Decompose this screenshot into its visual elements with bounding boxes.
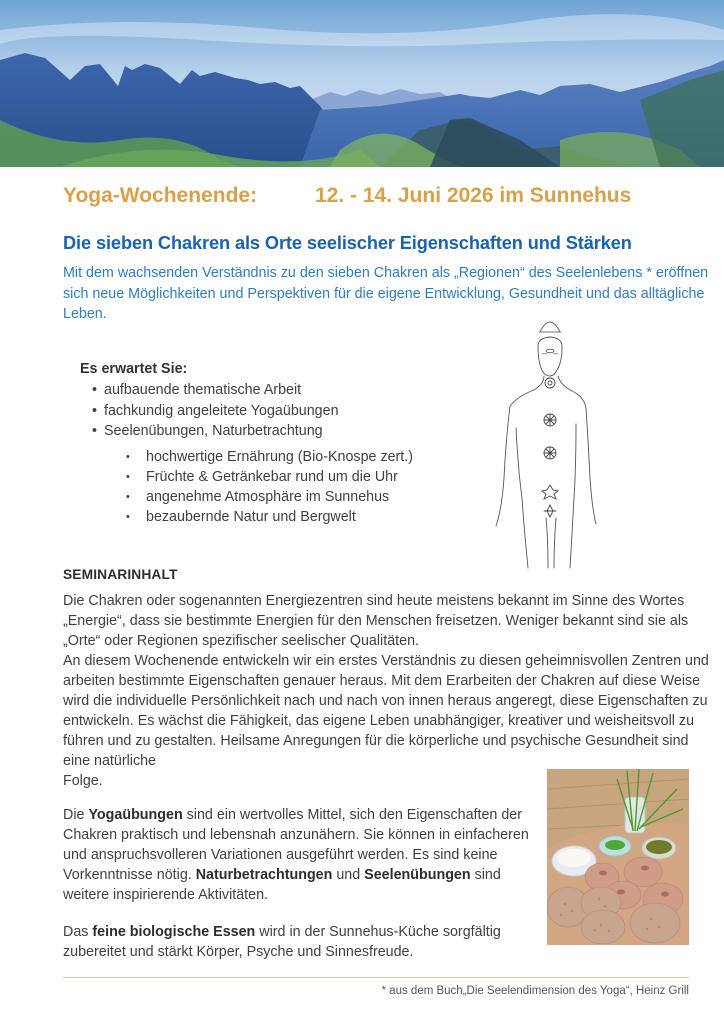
footer-divider — [63, 977, 689, 978]
list-item: • aufbauende thematische Arbeit — [92, 380, 339, 401]
list-item: • Seelenübungen, Naturbetrachtung — [92, 421, 339, 442]
bold-seelenuebungen: Seelenübungen — [364, 867, 471, 883]
list-item: • angenehme Atmosphäre im Sunnehus — [126, 487, 413, 507]
seminar-paragraph-1: Die Chakren oder sogenannten Energiezentren sind heute meistens bekannt im Sinne des Wortes „Energie“, dass sie bestimmte Energien für den Menschen freisetzen. Weniger bekannt sind sie als „Orte“ oder Regionen spezifischer seelischer Qualitäten. — [63, 593, 689, 649]
list-item: • bezaubernde Natur und Bergwelt — [126, 507, 413, 527]
event-title — [63, 184, 632, 208]
text-run: Das — [63, 924, 93, 940]
bold-yogauebungen: Yogaübungen — [88, 807, 183, 823]
seminar-paragraph-2-main: An diesem Wochenende entwickeln wir ein erstes Verständnis zu diesen geheimnisvollen Zentren und arbeiten bestimmte Eigenschaften genauer heraus. Mit dem Erarbeiten der Chakren auf diese Weise wird die individuelle Persönlichkeit nach und nach von innen heraus angeregt, diese Eigenschaften zu entwickeln. Es wächst die Fähigkeit, das eigene Leben unabhängiger, kreativer und weisheitsvoll zu führen und zu gestalten. Heilsame Anregungen für die körperliche und psychische Gesundheit sind eine natürliche — [63, 653, 709, 769]
bold-essen: feine biologische Essen — [92, 924, 256, 940]
bold-naturbetrachtungen: Naturbetrachtungen — [195, 867, 333, 883]
page-subtitle: Die sieben Chakren als Orte seelischer Eigenschaften und Stärken — [63, 233, 632, 253]
footnote: * aus dem Buch„Die Seelendimension des Yoga“, Heinz Grill — [381, 985, 689, 997]
list-item: • fachkundig angeleitete Yogaübungen — [92, 401, 339, 422]
expect-list — [92, 380, 339, 442]
text-run: sind ein wertvolles Mittel, sich den Eigenschaften der Chakren praktisch und lebensnah anzunähern. Sie können in einfacheren und anspruchsvolleren Variationen ausgeführt werden. Es sind keine Vorkenntnisse nötig. — [63, 807, 529, 883]
text-run: Die — [63, 807, 89, 823]
event-dates: 12. - 14. Juni 2026 im Sunnehus — [315, 184, 632, 207]
seminar-heading: SEMINARINHALT — [63, 567, 178, 582]
list-item: • Früchte & Getränkebar rund um die Uhr — [126, 467, 413, 487]
food-paragraph — [63, 922, 538, 962]
seminar-paragraph-2-end: Folge. — [63, 773, 103, 789]
event-label: Yoga-Wochenende: — [63, 184, 258, 207]
extras-list — [126, 447, 413, 527]
text-run: sind weitere inspirierende Aktivitäten. — [63, 867, 501, 903]
chakra-figure-sketch — [478, 318, 618, 573]
food-photo — [547, 769, 689, 945]
list-item: • hochwertige Ernährung (Bio-Knospe zert.) — [126, 447, 413, 467]
text-run: und — [332, 867, 365, 883]
text-run: wird in der Sunnehus-Küche sorgfältig zubereitet und stärkt Körper, Psyche und Sinnesfreude. — [63, 924, 501, 960]
yoga-paragraph — [63, 805, 538, 905]
intro-text: Mit dem wachsenden Verständnis zu den sieben Chakren als „Regionen“ des Seelenlebens * eröffnen sich neue Möglichkeiten und Perspektiven für die eigene Entwicklung, Gesundheit und das alltägliche Leben. — [63, 265, 709, 322]
hero-mountain-image — [0, 0, 724, 167]
expect-heading: Es erwartet Sie: — [80, 361, 188, 377]
